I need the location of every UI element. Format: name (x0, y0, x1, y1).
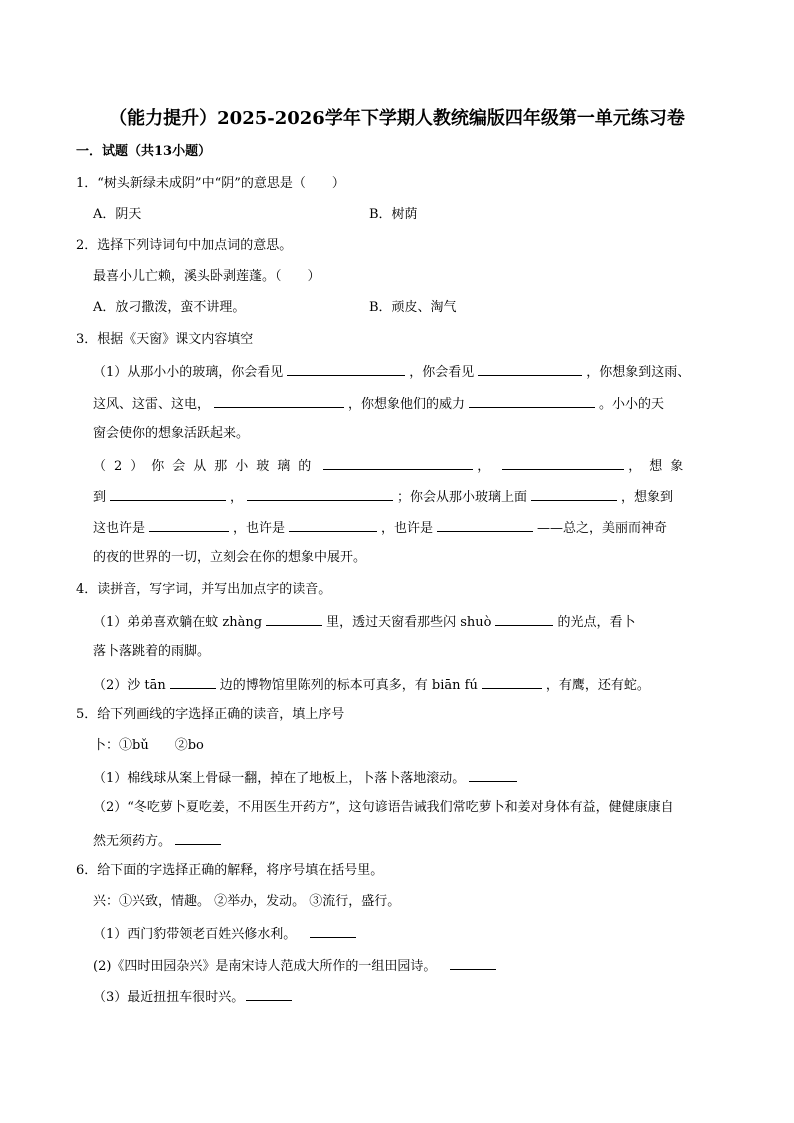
answer-blank[interactable] (469, 767, 517, 782)
q3-part2-line4: 的夜的世界的一切，立刻会在你的想象中展开。 (93, 550, 367, 565)
q4-part1-line2: 落卜落跳着的雨脚。 (93, 644, 211, 659)
q5-part2-line1: （2）“冬吃萝卜夏吃姜，不用医生开药方”，这句谚语告诫我们常吃萝卜和姜对身体有益，健健康康自 (93, 800, 674, 815)
answer-blank[interactable] (502, 455, 624, 470)
answer-blank[interactable] (310, 923, 356, 938)
q3-text: 到 (93, 490, 107, 505)
q2-stem: 2．选择下列诗词句中加点词的意思。 (76, 238, 293, 253)
answer-blank[interactable] (469, 393, 595, 408)
q6-text: （1）西门豹带领老百姓兴修水利。 (93, 927, 297, 942)
answer-blank[interactable] (266, 611, 322, 626)
answer-blank[interactable] (495, 611, 553, 626)
q3-text: ，你想象到这雨、 (586, 365, 691, 380)
q3-part2-line1 (93, 455, 691, 477)
q6-stem: 6．给下面的字选择正确的解释，将序号填在括号里。 (76, 863, 384, 878)
q6-part2 (93, 955, 500, 977)
q6-options: 兴：①兴致，情趣。 ②举办，发动。 ③流行，盛行。 (93, 894, 401, 909)
q4-text: （1）弟弟喜欢躺在蚊 zhàng (93, 615, 263, 630)
q4-text: 边的博物馆里陈列的标本可真多，有 biān fú (219, 678, 478, 693)
q4-part2-line1 (93, 674, 650, 696)
q3-text: ，想象到 (621, 490, 674, 505)
q3-text: （2）你会从那小玻璃的 (93, 459, 320, 474)
q2-option-b: B．顽皮、淘气 (369, 300, 457, 315)
answer-blank[interactable] (175, 830, 221, 845)
answer-blank[interactable] (287, 361, 405, 376)
answer-blank[interactable] (437, 517, 533, 532)
q5-text: 然无须药方。 (93, 834, 172, 849)
q1-option-a: A．阴天 (93, 207, 142, 222)
q5-text: （1）棉线球从案上骨碌一翻，掉在了地板上，卜落卜落地滚动。 (93, 771, 466, 786)
q6-text: (2)《四时田园杂兴》是南宋诗人范成大所作的一组田园诗。 (93, 959, 437, 974)
q4-text: ，有鹰，还有蛇。 (545, 678, 650, 693)
answer-blank[interactable] (170, 674, 216, 689)
q3-text: ， (477, 459, 499, 474)
q6-part3 (93, 986, 296, 1008)
q1-option-b: B．树荫 (369, 207, 418, 222)
q3-text: ，你会看见 (409, 365, 475, 380)
q3-text: ；你会从那小玻璃上面 (397, 490, 528, 505)
q3-part1-line2 (93, 393, 664, 415)
answer-blank[interactable] (478, 361, 582, 376)
q3-text: ，也许是 (381, 521, 434, 536)
q5-options: 卜：①bǔ ②bo (93, 738, 204, 753)
answer-blank[interactable] (110, 486, 226, 501)
q3-part2-line2 (93, 486, 673, 508)
q3-part2-line3 (93, 517, 667, 539)
q3-part1-line3: 窗会使你的想象活跃起来。 (93, 426, 250, 441)
answer-blank[interactable] (531, 486, 617, 501)
q4-text: 的光点，看卜 (557, 615, 636, 630)
q3-text: 这风、这雷、这电， (93, 397, 211, 412)
q3-part1-line1 (93, 361, 690, 383)
q2-line: 最喜小儿亡赖，溪头卧剥莲蓬。（ ） (93, 269, 321, 284)
q3-text: ——总之，美丽而神奇 (537, 521, 668, 536)
answer-blank[interactable] (450, 955, 496, 970)
q2-option-a: A．放刁撒泼，蛮不讲理。 (93, 300, 246, 315)
answer-blank[interactable] (246, 986, 292, 1001)
section-heading: 一．试题（共13小题） (76, 144, 212, 159)
answer-blank[interactable] (214, 393, 344, 408)
q3-stem: 3．根据《天窗》课文内容填空 (76, 332, 254, 347)
q3-text: ，你想象他们的威力 (348, 397, 466, 412)
q4-part1-line1 (93, 611, 635, 633)
q1-stem: 1．“树头新绿未成阴”中“阴”的意思是（ ） (76, 176, 345, 191)
q6-text: （3）最近扭扭车很时兴。 (93, 990, 245, 1005)
answer-blank[interactable] (323, 455, 473, 470)
q4-text: 里，透过天窗看那些闪 shuò (326, 615, 492, 630)
q3-text: ，也许是 (233, 521, 286, 536)
q5-part1 (93, 767, 521, 789)
answer-blank[interactable] (149, 517, 229, 532)
q3-text: 。小小的天 (599, 397, 665, 412)
q3-text: （1）从那小小的玻璃，你会看见 (93, 365, 284, 380)
q3-text: 这也许是 (93, 521, 146, 536)
q5-stem: 5．给下列画线的字选择正确的读音，填上序号 (76, 707, 345, 722)
answer-blank[interactable] (482, 674, 542, 689)
q6-part1 (93, 923, 360, 945)
q3-text: ， (230, 490, 244, 505)
q4-stem: 4．读拼音，写字词，并写出加点字的读音。 (76, 582, 332, 597)
q3-text: ，想象 (628, 459, 692, 474)
q4-text: （2）沙 tān (93, 678, 166, 693)
q5-part2-line2 (93, 830, 225, 852)
answer-blank[interactable] (289, 517, 377, 532)
answer-blank[interactable] (247, 486, 393, 501)
page-title: （能力提升）2025-2026学年下学期人教统编版四年级第一单元练习卷 (109, 108, 685, 129)
